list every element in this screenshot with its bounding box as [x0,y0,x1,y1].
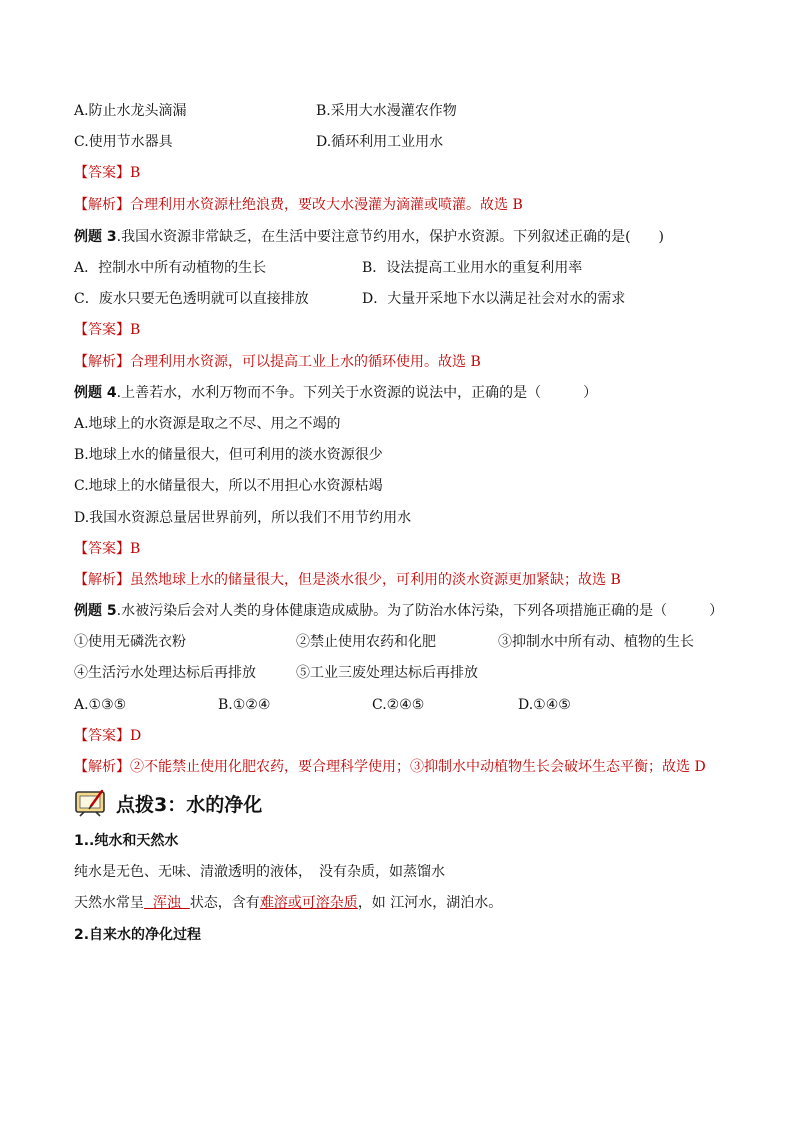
ex4-option-b: B.地球上水的储量很大，但可利用的淡水资源很少 [74,447,383,463]
ex5-option-c: C.②④⑤ [372,697,425,713]
ex5-item-1: ①使用无磷洗衣粉 [74,634,186,650]
ex4-stem: .上善若水，水利万物而不争。下列关于水资源的说法中，正确的是（ ） [116,385,598,401]
ex5-question [74,601,723,621]
fill-blank-2: 难溶或可溶杂质 [259,895,358,911]
natural-water-suffix: ，如 江河水，湖泊水。 [357,895,503,911]
ex5-item-5: ⑤工业三废处理达标后再排放 [296,665,478,681]
sub2-heading: 2.自来水的净化过程 [74,927,202,943]
ex3-option-a: A．控制水中所有动植物的生长 [74,260,267,276]
natural-water-prefix: 天然水常呈 [74,895,144,911]
ex3-option-d: D．大量开采地下水以满足社会对水的需求 [362,291,626,307]
ex2-option-c: C.使用节水器具 [74,134,173,150]
ex5-item-4: ④生活污水处理达标后再排放 [74,665,256,681]
ex5-stem: .水被污染后会对人类的身体健康造成威胁。为了防治水体污染，下列各项措施正确的是（ ） [116,603,724,619]
ex5-label: 例题 5 [74,603,117,619]
sub1-heading: 1..纯水和天然水 [74,833,179,849]
ex3-answer: 【答案】B [74,322,141,338]
ex5-analysis: 【解析】②不能禁止使用化肥农药，要合理科学使用；③抑制水中动植物生长会破坏生态平衡；故选 D [74,759,706,775]
ex5-option-b: B.①②④ [218,697,271,713]
ex5-option-a: A.①③⑤ [74,697,127,713]
natural-water-text [74,893,502,913]
pure-water-text: 纯水是无色、无味、清澈透明的液体， 没有杂质，如蒸馏水 [74,864,445,880]
ex4-question [74,383,597,403]
ex4-option-a: A.地球上的水资源是取之不尽、用之不竭的 [74,416,341,432]
ex5-answer: 【答案】D [74,728,142,744]
ex4-answer: 【答案】B [74,541,141,557]
ex5-item-2: ②禁止使用农药和化肥 [296,634,436,650]
ex4-analysis: 【解析】虽然地球上水的储量很大，但是淡水很少，可利用的淡水资源更加紧缺；故选 B [74,572,621,588]
ex3-label: 例题 3 [74,229,117,245]
ex2-option-d: D.循环利用工业用水 [316,134,444,150]
ex4-option-c: C.地球上的水储量很大，所以不用担心水资源枯竭 [74,478,383,494]
ex2-option-b: B.采用大水漫灌农作物 [316,103,457,119]
ex3-option-c: C．废水只要无色透明就可以直接排放 [74,291,309,307]
section-header [74,788,262,818]
ex4-option-d: D.我国水资源总量居世界前列，所以我们不用节约用水 [74,510,412,526]
section-title: 点拨3：水的净化 [116,793,263,816]
ex2-answer: 【答案】B [74,165,141,181]
ex5-item-3: ③抑制水中所有动、植物的生长 [498,634,694,650]
ex5-option-d: D.①④⑤ [518,697,571,713]
whiteboard-pen-icon [74,789,110,817]
natural-water-middle: 状态，含有 [189,895,260,911]
ex3-option-b: B．设法提高工业用水的重复利用率 [362,260,583,276]
ex3-analysis: 【解析】合理利用水资源，可以提高工业上水的循环使用。故选 B [74,354,481,370]
ex3-question [74,227,664,247]
fill-blank-1: 浑浊 [144,895,190,911]
ex2-option-a: A.防止水龙头滴漏 [74,103,187,119]
ex2-analysis: 【解析】合理利用水资源杜绝浪费，要改大水漫灌为滴灌或喷灌。故选 B [74,197,523,213]
ex3-stem: .我国水资源非常缺乏，在生活中要注意节约用水，保护水资源。下列叙述正确的是( ) [116,229,664,245]
ex4-label: 例题 4 [74,385,117,401]
